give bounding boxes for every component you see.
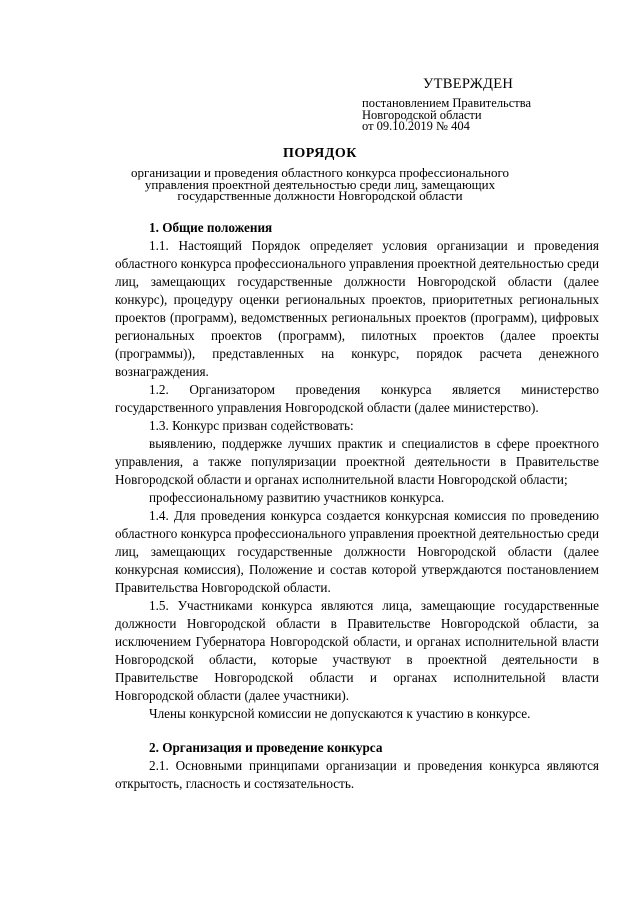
section-heading: 1. Общие положения [149,220,273,235]
paragraph-1-5: 1.5. Участниками конкурса являются лица, замещающие государственные должности Новгородской области в Правительстве Новгородской области, за исключением Губернатора Новгородской области, и органах исполнительной власти Новгородской области, которые участвуют в проектной деятельности в Правительстве Новгородской области и органах исполнительной власти Новгородской области (далее участники). [115,598,599,703]
paragraph-1-3-item: профессиональному развитию участников конкурса. [149,490,445,505]
paragraph-1-3: 1.3. Конкурс призван содействовать: [149,418,354,433]
approval-stamp: УТВЕРЖДЕН [423,76,514,92]
paragraph-1-3-item: выявлению, поддержке лучших практик и специалистов в сфере проектного управления, а также популяризации проектной деятельности в Правительстве Новгородской области и органах исполнительной власти Новгородской области; [115,436,599,487]
decree-line: постановлением Правительства [362,96,532,110]
paragraph-1-4: 1.4. Для проведения конкурса создается конкурсная комиссия по проведению областного конкурса профессионального управления проектной деятельностью среди лиц, замещающих государственные должности Новгородской области (далее конкурсная комиссия), Положение и состав которой утверждаются постановлением Правительства Новгородской области. [115,508,599,595]
decree-line: от 09.10.2019 № 404 [362,119,470,133]
subtitle-line: организации и проведения областного конкурса профессионального [131,165,509,180]
paragraph-2-1: 2.1. Основными принципами организации и проведения конкурса являются открытость, гласность и состязательность. [115,758,599,791]
subtitle-line: управления проектной деятельностью среди лиц, замещающих [144,176,496,192]
paragraph-1-5-note: Члены конкурсной комиссии не допускаются к участию в конкурсе. [149,706,531,721]
document-subtitle [110,167,530,202]
subtitle-line: государственные должности Новгородской области [177,188,463,203]
document-title: ПОРЯДОК [283,146,357,161]
paragraph-1-1: 1.1. Настоящий Порядок определяет условия организации и проведения областного конкурса профессионального управления проектной деятельностью среди лиц, замещающих государственные должности Новгородской области (далее конкурс), процедуру оценки региональных проектов, приоритетных региональных проектов (программ), ведомственных региональных проектов (программ), цифровых региональных проектов (программ), пилотных проектов (далее проекты (программы)), представленных на конкурс, порядок расчета денежного вознаграждения. [115,238,599,379]
decree-reference [362,98,531,133]
paragraph-1-2: 1.2. Организатором проведения конкурса является министерство государственного управления Новгородской области (далее министерство). [115,382,599,415]
decree-line: Новгородской области [362,107,482,122]
section-heading: 2. Организация и проведение конкурса [149,740,383,755]
document-body [115,219,599,793]
